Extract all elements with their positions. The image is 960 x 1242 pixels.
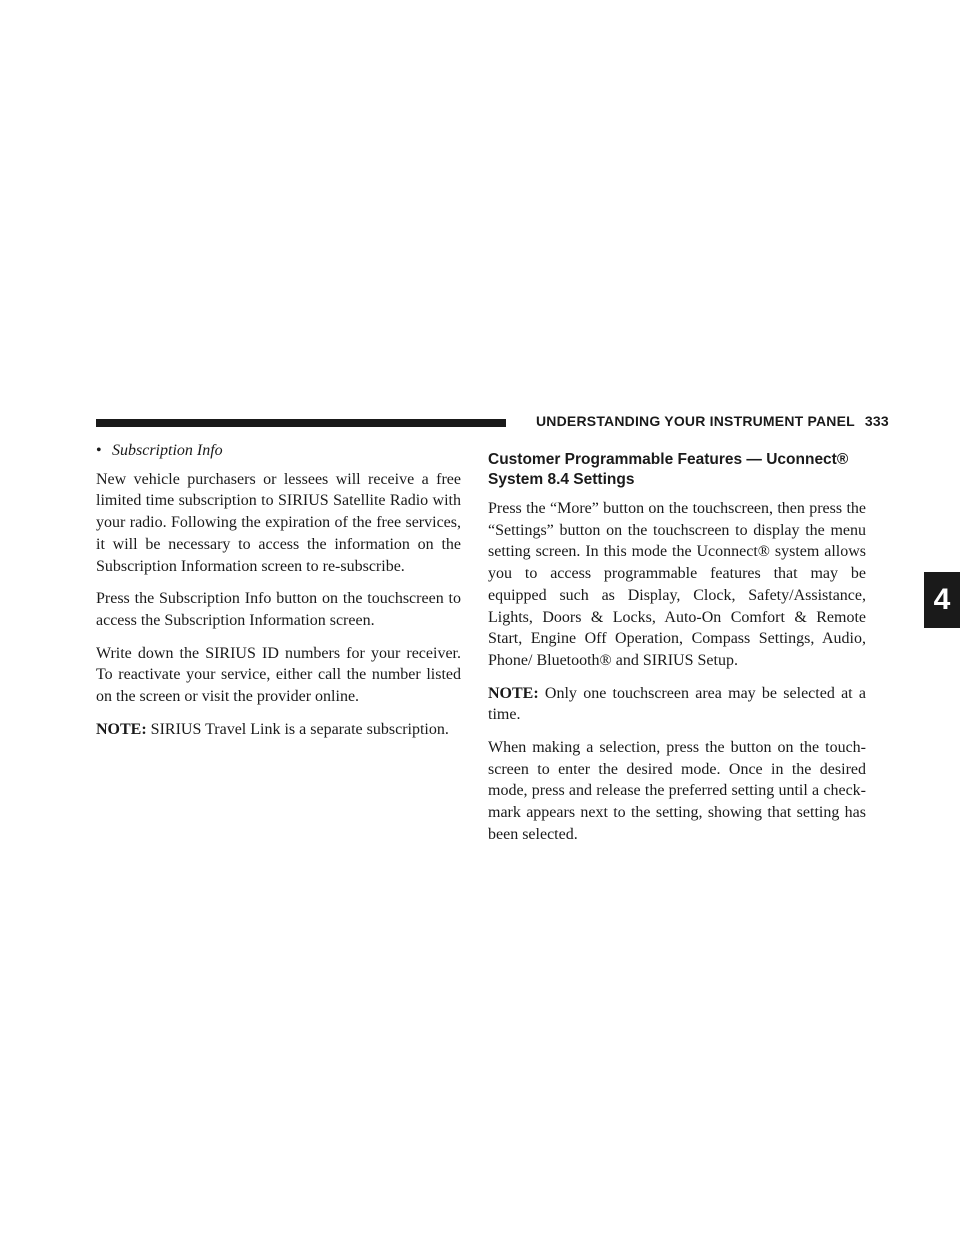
paragraph: Press the “More” button on the touchscreen, then press the “Settings” button on the touchscreen to display the menu setting screen. In this mode the Uconnect® system allows you to access programmable features that may be equipped such as Display, Clock, Safety/Assistance, Lights, Doors & Locks, Auto-On Comfort & Remote Start, Engine Off Operation, Compass Settings, Audio, Phone/ Bluetooth® and SIRIUS Setup.: [488, 500, 866, 669]
paragraph: Write down the SIRIUS ID numbers for your receiver. To reactivate your service, either call the number listed on the screen or visit the provider online.: [96, 644, 461, 706]
bullet-item: [96, 440, 461, 462]
section-title: UNDERSTANDING YOUR INSTRUMENT PANEL: [536, 413, 855, 429]
note: [488, 683, 866, 726]
paragraph: Press the Subscription Info button on the touchscreen to access the Subscription Information screen.: [96, 590, 461, 629]
right-column: [488, 440, 866, 857]
note: [96, 719, 461, 741]
page-number: 333: [864, 413, 889, 429]
note-text: Only one touchscreen area may be selected at a time.: [488, 684, 866, 724]
note-label: NOTE:: [488, 684, 539, 702]
left-column: [96, 440, 461, 751]
chapter-tab: 4: [924, 572, 960, 628]
section-heading: Customer Programmable Features — Uconnect® System 8.4 Settings: [488, 451, 849, 488]
bullet-marker: •: [96, 442, 102, 459]
paragraph: When making a selection, press the button on the touch- screen to enter the desired mode. Once in the desired mode, press and release the preferred setting until a check-mark appears next to the setting, showing that setting has been selected.: [488, 739, 866, 843]
note-text: SIRIUS Travel Link is a separate subscription.: [146, 720, 449, 738]
note-label: NOTE:: [96, 720, 147, 738]
running-header: [536, 413, 889, 429]
paragraph: New vehicle purchasers or lessees will receive a free limited time subscription to SIRIUS Satellite Radio with your radio. Following the expiration of the free services, it will be necessary to access the information on the Subscription Information screen to re-subscribe.: [96, 470, 461, 575]
bullet-label: Subscription Info: [112, 442, 223, 459]
header-rule: [96, 419, 506, 427]
